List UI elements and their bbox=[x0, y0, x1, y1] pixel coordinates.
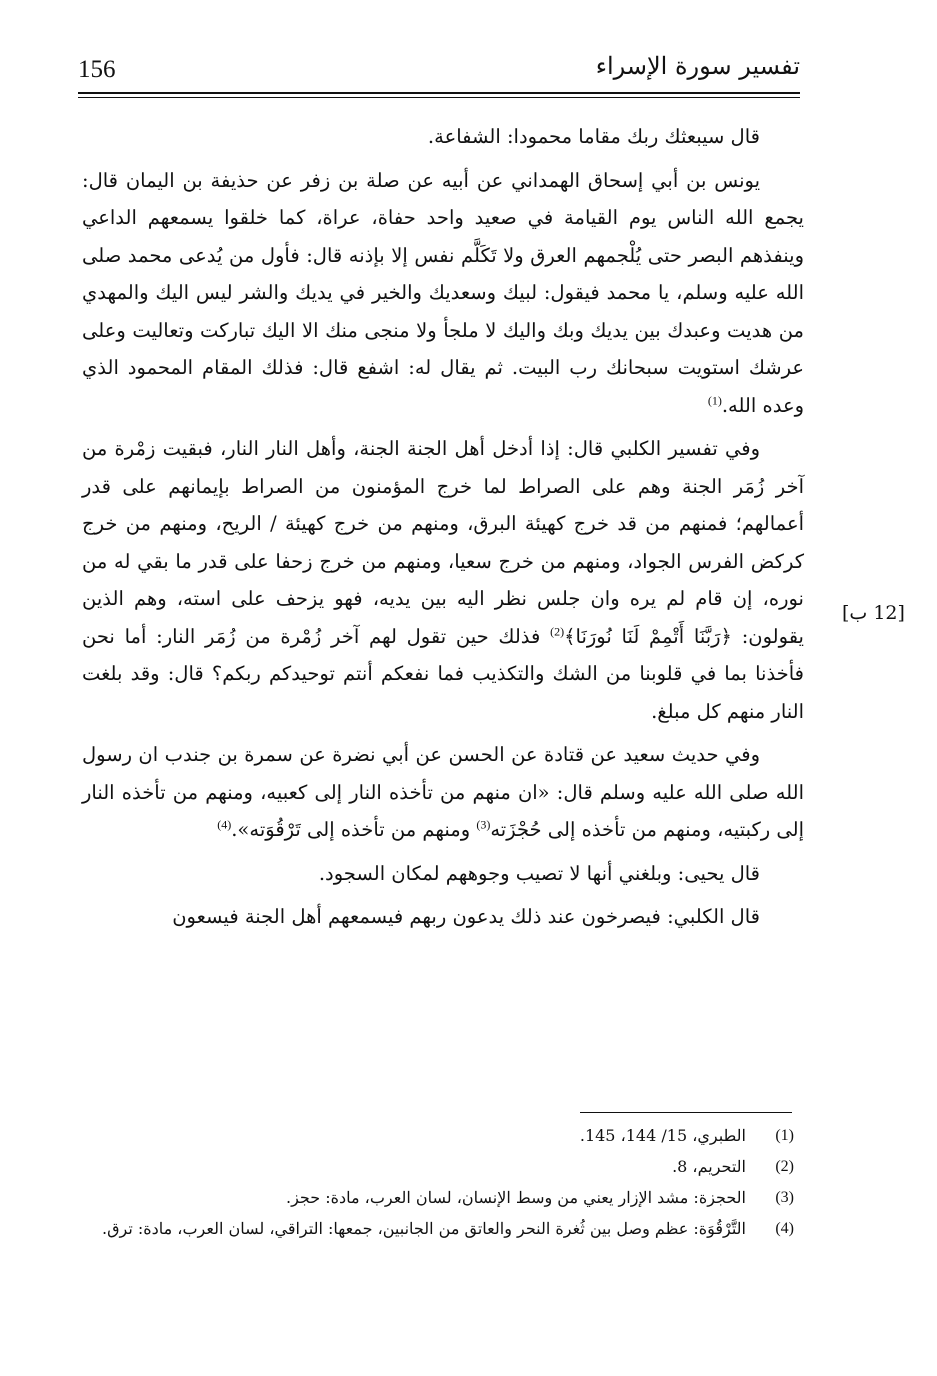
footnote-text: الحجزة: مشد الإزار يعني من وسط الإنسان، لسان العرب، مادة: حجز. bbox=[286, 1188, 746, 1207]
footnotes bbox=[82, 1122, 794, 1246]
footnote-text: التحريم، 8. bbox=[672, 1157, 746, 1176]
running-title: تفسير سورة الإسراء bbox=[595, 52, 800, 80]
footnote-ref-4[interactable]: (4) bbox=[217, 817, 232, 832]
footnote-separator bbox=[580, 1112, 792, 1113]
footnote-number: (4) bbox=[775, 1220, 794, 1237]
paragraph-6: قال الكلبي: فيصرخون عند ذلك يدعون ربهم فيسمعهم أهل الجنة فيسعون bbox=[172, 905, 760, 928]
paragraph-5: قال يحيى: وبلغني أنها لا تصيب وجوههم لمكان السجود. bbox=[318, 861, 760, 885]
footnote-text: التَّرْقُوَة: عظم وصل بين ثُغرة النحر والعاتق من الجانبين، جمعها: التراقي، لسان العرب، مادة: ترق. bbox=[102, 1219, 746, 1238]
footnote-number: (3) bbox=[775, 1189, 794, 1206]
footnote-ref-1[interactable]: (1) bbox=[707, 393, 722, 407]
page-number: 156 bbox=[78, 56, 116, 83]
footnote-number: (1) bbox=[775, 1127, 794, 1144]
footnote-number: (2) bbox=[775, 1158, 794, 1175]
main-text bbox=[82, 118, 804, 936]
footnote-2 bbox=[82, 1153, 794, 1181]
footnote-3 bbox=[82, 1184, 794, 1212]
footnote-4 bbox=[82, 1215, 794, 1243]
margin-folio-note: [12 ب] bbox=[842, 602, 905, 624]
footnote-ref-2[interactable]: (2) bbox=[550, 624, 565, 638]
paragraph-2: يونس بن أبي إسحاق الهمداني عن أبيه عن صلة بن زفر عن حذيفة بن اليمان قال: يجمع الله الناس يوم القيامة في صعيد واحد حفاة، عراة، كما خلقوا يسمعهم الداعي وينفذهم البصر حتى يُلْجمهم العرق ولا تَكَلَّم نفس إلا بإذنه قال: فأول من يُدعى محمد صلى الله عليه وسلم، يا محمد فيقول: لبيك وسعديك والخير في يديك والشر ليس اليك والمهدي من هديت وعبدك بين يديك وبك واليك لا ملجأ ولا منجى منك الا اليك تباركت وتعاليت وعلى عرشك استويت سبحانك رب البيت. ثم يقال له: اشفع قال: فذلك المقام المحمود الذي وعده الله.$^{(1)}$ bbox=[82, 168, 804, 417]
header-rule-thin bbox=[78, 97, 800, 98]
footnote-ref-3[interactable]: (3) bbox=[476, 817, 491, 832]
footnote-text: الطبري، 15/ 144، 145. bbox=[579, 1126, 746, 1145]
page-header bbox=[78, 52, 800, 92]
header-rule-thick bbox=[78, 92, 800, 94]
paragraph-3: وفي تفسير الكلبي قال: إذا أدخل أهل الجنة الجنة، وأهل النار النار، فبقيت زمْرة من آخر زُمَر الجنة وهم على الصراط لما خرج المؤمنون من الصراط بإيمانهم على قدر أعمالهم؛ فمنهم من قد خرج كهيئة البرق، ومنهم من خرج كهيئة / الريح، ومنهم من خرج كركض الفرس الجواد، ومنهم من خرج سعيا، ومنهم من خرج زحفا على قدر ما بقي له من نوره، إن قام لم يره وان جلس نظر اليه بين يديه، فهو يزحف على استه، وهم الذين يقولون: ﴿رَبَّنَا أَتْمِمْ لَنَا نُورَنَا﴾$^{(2)}$ فذلك حين تقول لهم آخر زُمْرة من زُمَر النار: أما نحن فأخذنا بما في قلوبنا من الشك والتكذيب فما نفعكم أنتم توحيدكم ربكم؟ قال: وقد بلغت النار منهم كل مبلغ. bbox=[82, 437, 804, 723]
paragraph-1: قال سيبعثك ربك مقاما محمودا: الشفاعة. bbox=[427, 125, 760, 148]
paragraph-4: وفي حديث سعيد عن قتادة عن الحسن عن أبي نضرة عن سمرة بن جندب ان رسول الله صلى الله عليه وسلم قال: «ان منهم من تأخذه النار إلى كعبيه، ومنهم من تأخذه النار إلى ركبتيه، ومنهم من تأخذه إلى حُجْزَته$^{(3)}$ ومنهم من تأخذه إلى تَرْقُوَته».$^{(4)}$ bbox=[82, 743, 804, 841]
footnote-1 bbox=[82, 1122, 794, 1150]
